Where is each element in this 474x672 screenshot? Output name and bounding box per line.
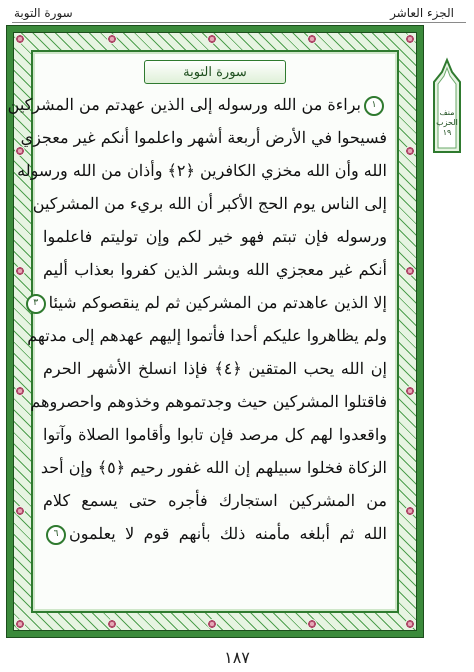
- border-flower-icon: [405, 506, 415, 516]
- surah-title-box: [144, 60, 286, 84]
- verse-text: من المشركين استجارك فأجره حتى يسمع كلام: [43, 491, 387, 510]
- ayah-number-marker: ١: [364, 96, 384, 116]
- border-flower-icon: [15, 386, 25, 396]
- verse-text: إن الله يحب المتقين ﴿٤﴾ فإذا انسلخ الأشهر الحرم: [43, 359, 387, 378]
- verse-text: أنكم غير معجزي الله وبشر الذين كفروا بعذاب أليم: [43, 260, 387, 279]
- corner-flower-icon: [15, 34, 25, 44]
- verse-text: الزكاة فخلوا سبيلهم إن الله غفور رحيم ﴿٥﴾ وإن أحد: [40, 458, 387, 477]
- border-flower-icon: [405, 266, 415, 276]
- verse-line: [33, 286, 387, 319]
- verse-text: إلى الناس يوم الحج الأكبر أن الله بريء من المشركين: [32, 194, 387, 213]
- verse-line: [17, 154, 387, 187]
- verse-line: [43, 517, 387, 550]
- page-border: [6, 25, 424, 638]
- border-flower-icon: [207, 34, 217, 44]
- verse-text: الله وأن الله مخزي الكافرين ﴿٢﴾ وأذان من الله ورسوله: [17, 161, 387, 180]
- verse-text: فسيحوا في الأرض أربعة أشهر واعلموا أنكم غير معجزي: [20, 128, 387, 147]
- corner-flower-icon: [15, 619, 25, 629]
- hizb-label-group: [428, 108, 466, 138]
- header-divider: [12, 22, 466, 23]
- verse-line: [43, 418, 387, 451]
- verse-text: الله ثم أبلغه مأمنه ذلك بأنهم قوم لا يعلمون: [69, 524, 387, 543]
- ayah-number-marker: ٣: [26, 294, 46, 314]
- border-flower-icon: [405, 386, 415, 396]
- verse-line: [32, 187, 387, 220]
- surah-title: سورة التوبة: [183, 64, 247, 80]
- border-flower-icon: [405, 146, 415, 156]
- verse-line: [20, 121, 387, 154]
- border-flower-icon: [307, 619, 317, 629]
- verse-text: ورسوله فإن تبتم فهو خير لكم وإن توليتم فاعلموا: [43, 227, 387, 246]
- verse-line: [43, 220, 387, 253]
- border-flower-icon: [207, 619, 217, 629]
- verse-line: [27, 319, 387, 352]
- verse-text: ولم يظاهروا عليكم أحدا فأتموا إليهم عهدهم إلى مدتهم: [27, 326, 387, 345]
- verse-line: [43, 253, 387, 286]
- verse-line: [30, 385, 387, 418]
- juz-header: الجزء العاشر: [390, 6, 454, 20]
- hizb-label: الحزب: [436, 118, 458, 127]
- verse-text: واقعدوا لهم كل مرصد فإن تابوا وأقاموا الصلاة وآتوا: [43, 425, 387, 444]
- corner-flower-icon: [405, 34, 415, 44]
- border-flower-icon: [307, 34, 317, 44]
- surah-header: سورة التوبة: [14, 6, 73, 20]
- hizb-marker: [428, 58, 466, 156]
- text-panel: [7, 50, 399, 613]
- verse-line: [43, 484, 387, 517]
- verse-line: [43, 352, 387, 385]
- verse-text: براءة من الله ورسوله إلى الذين عهدتم من المشركين: [7, 95, 361, 114]
- verse-lines: [7, 88, 387, 550]
- border-flower-icon: [107, 619, 117, 629]
- verse-text: إلا الذين عاهدتم من المشركين ثم لم ينقصوكم شيئا: [48, 293, 387, 312]
- hizb-number: ١٩: [442, 128, 452, 137]
- border-flower-icon: [107, 34, 117, 44]
- hizb-marker-shape: [428, 58, 466, 156]
- verse-line: [40, 451, 387, 484]
- border-flower-icon: [15, 506, 25, 516]
- hizb-prefix: منف: [439, 108, 455, 117]
- ayah-number-marker: ٦: [46, 525, 66, 545]
- corner-flower-icon: [405, 619, 415, 629]
- page-number: ١٨٧: [224, 648, 250, 667]
- border-flower-icon: [15, 266, 25, 276]
- verse-text: فاقتلوا المشركين حيث وجدتموهم وخذوهم واحصروهم: [30, 392, 387, 411]
- verse-line: [7, 88, 387, 121]
